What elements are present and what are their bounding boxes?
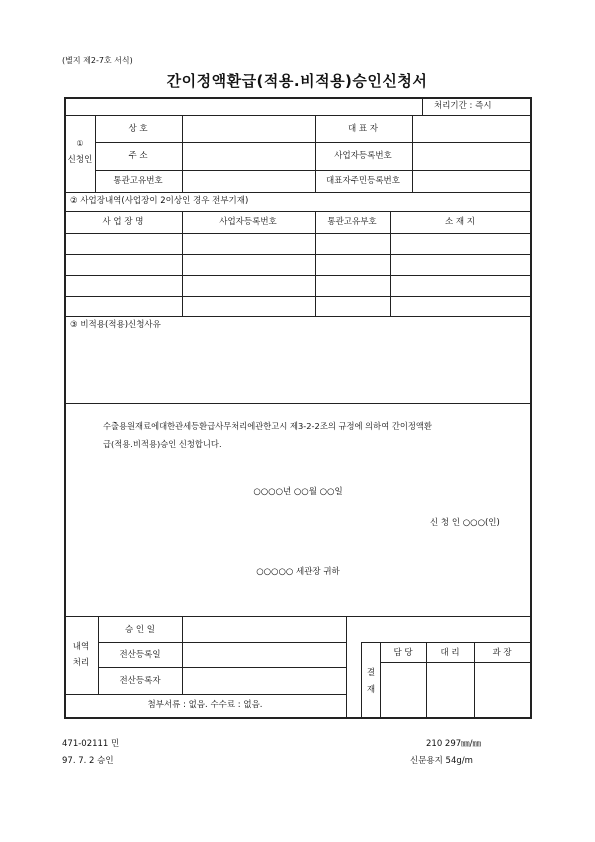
approval-date-label: 승 인 일 (124, 625, 156, 635)
workplace-heading: ② 사업장내역(사업장이 2이상인 경우 전부기재) (70, 196, 249, 206)
column-header: 사 업 장 명 (102, 217, 144, 227)
column-header: 사업자등록번호 (219, 217, 277, 227)
column-header: 소 재 지 (444, 217, 476, 227)
applicant-section-number: ① (76, 139, 84, 148)
business-reg-no-label: 사업자등록번호 (334, 151, 392, 161)
registrant-label: 전산등록자 (119, 676, 161, 686)
processing-label-line-2: 처리 (72, 658, 90, 668)
representative-label: 대 표 자 (347, 124, 379, 134)
approval-note: 97. 7. 2 승인 (62, 756, 114, 766)
form-number: (별지 제2-7호 서식) (62, 56, 133, 65)
addressee: ○○○○○ 세관장 귀하 (256, 567, 340, 577)
applicant-section-label: 신청인 (67, 155, 93, 165)
approval-label-line-2: 재 (366, 685, 376, 695)
approval-column-header: 과 장 (492, 648, 512, 658)
page-title: 간이정액환급(적용.비적용)승인신청서 (166, 72, 428, 90)
trade-name-label: 상 호 (128, 124, 148, 134)
processing-period: 처리기간 : 즉시 (434, 101, 492, 111)
attachments-fee: 첨부서류 : 없음. 수수료 : 없음. (147, 700, 263, 710)
paper-type: 신문용지 54g/m (410, 756, 473, 766)
processing-label-line-1: 내역 (72, 642, 90, 652)
rep-resident-no-label: 대표자주민등록번호 (326, 176, 400, 186)
approval-label-line-1: 결 (366, 668, 376, 678)
registration-date-label: 전산등록일 (119, 650, 161, 660)
paper-size: 210 297㎜/㎜ (426, 739, 482, 749)
application-date: ○○○○년 ○○월 ○○일 (253, 487, 343, 497)
form-code: 471-02111 민 (62, 739, 120, 749)
reason-heading: ③ 비적용(적용)신청사유 (70, 320, 161, 330)
declaration-line-1: 수출용원재료에대한관세등환급사무처리에관한고시 제3-2-2조의 규정에 의하여 간이정액환 (103, 421, 432, 431)
declaration-line-2: 급(적용.비적용)승인 신청합니다. (103, 439, 222, 449)
address-label: 주 소 (128, 151, 148, 161)
approval-column-header: 대 리 (440, 648, 460, 658)
customs-code-label: 통관고유번호 (113, 176, 163, 186)
column-header: 통관고유부호 (327, 217, 377, 227)
applicant-signature: 신 청 인 ○○○(인) (430, 518, 500, 528)
approval-column-header: 담 당 (393, 648, 413, 658)
